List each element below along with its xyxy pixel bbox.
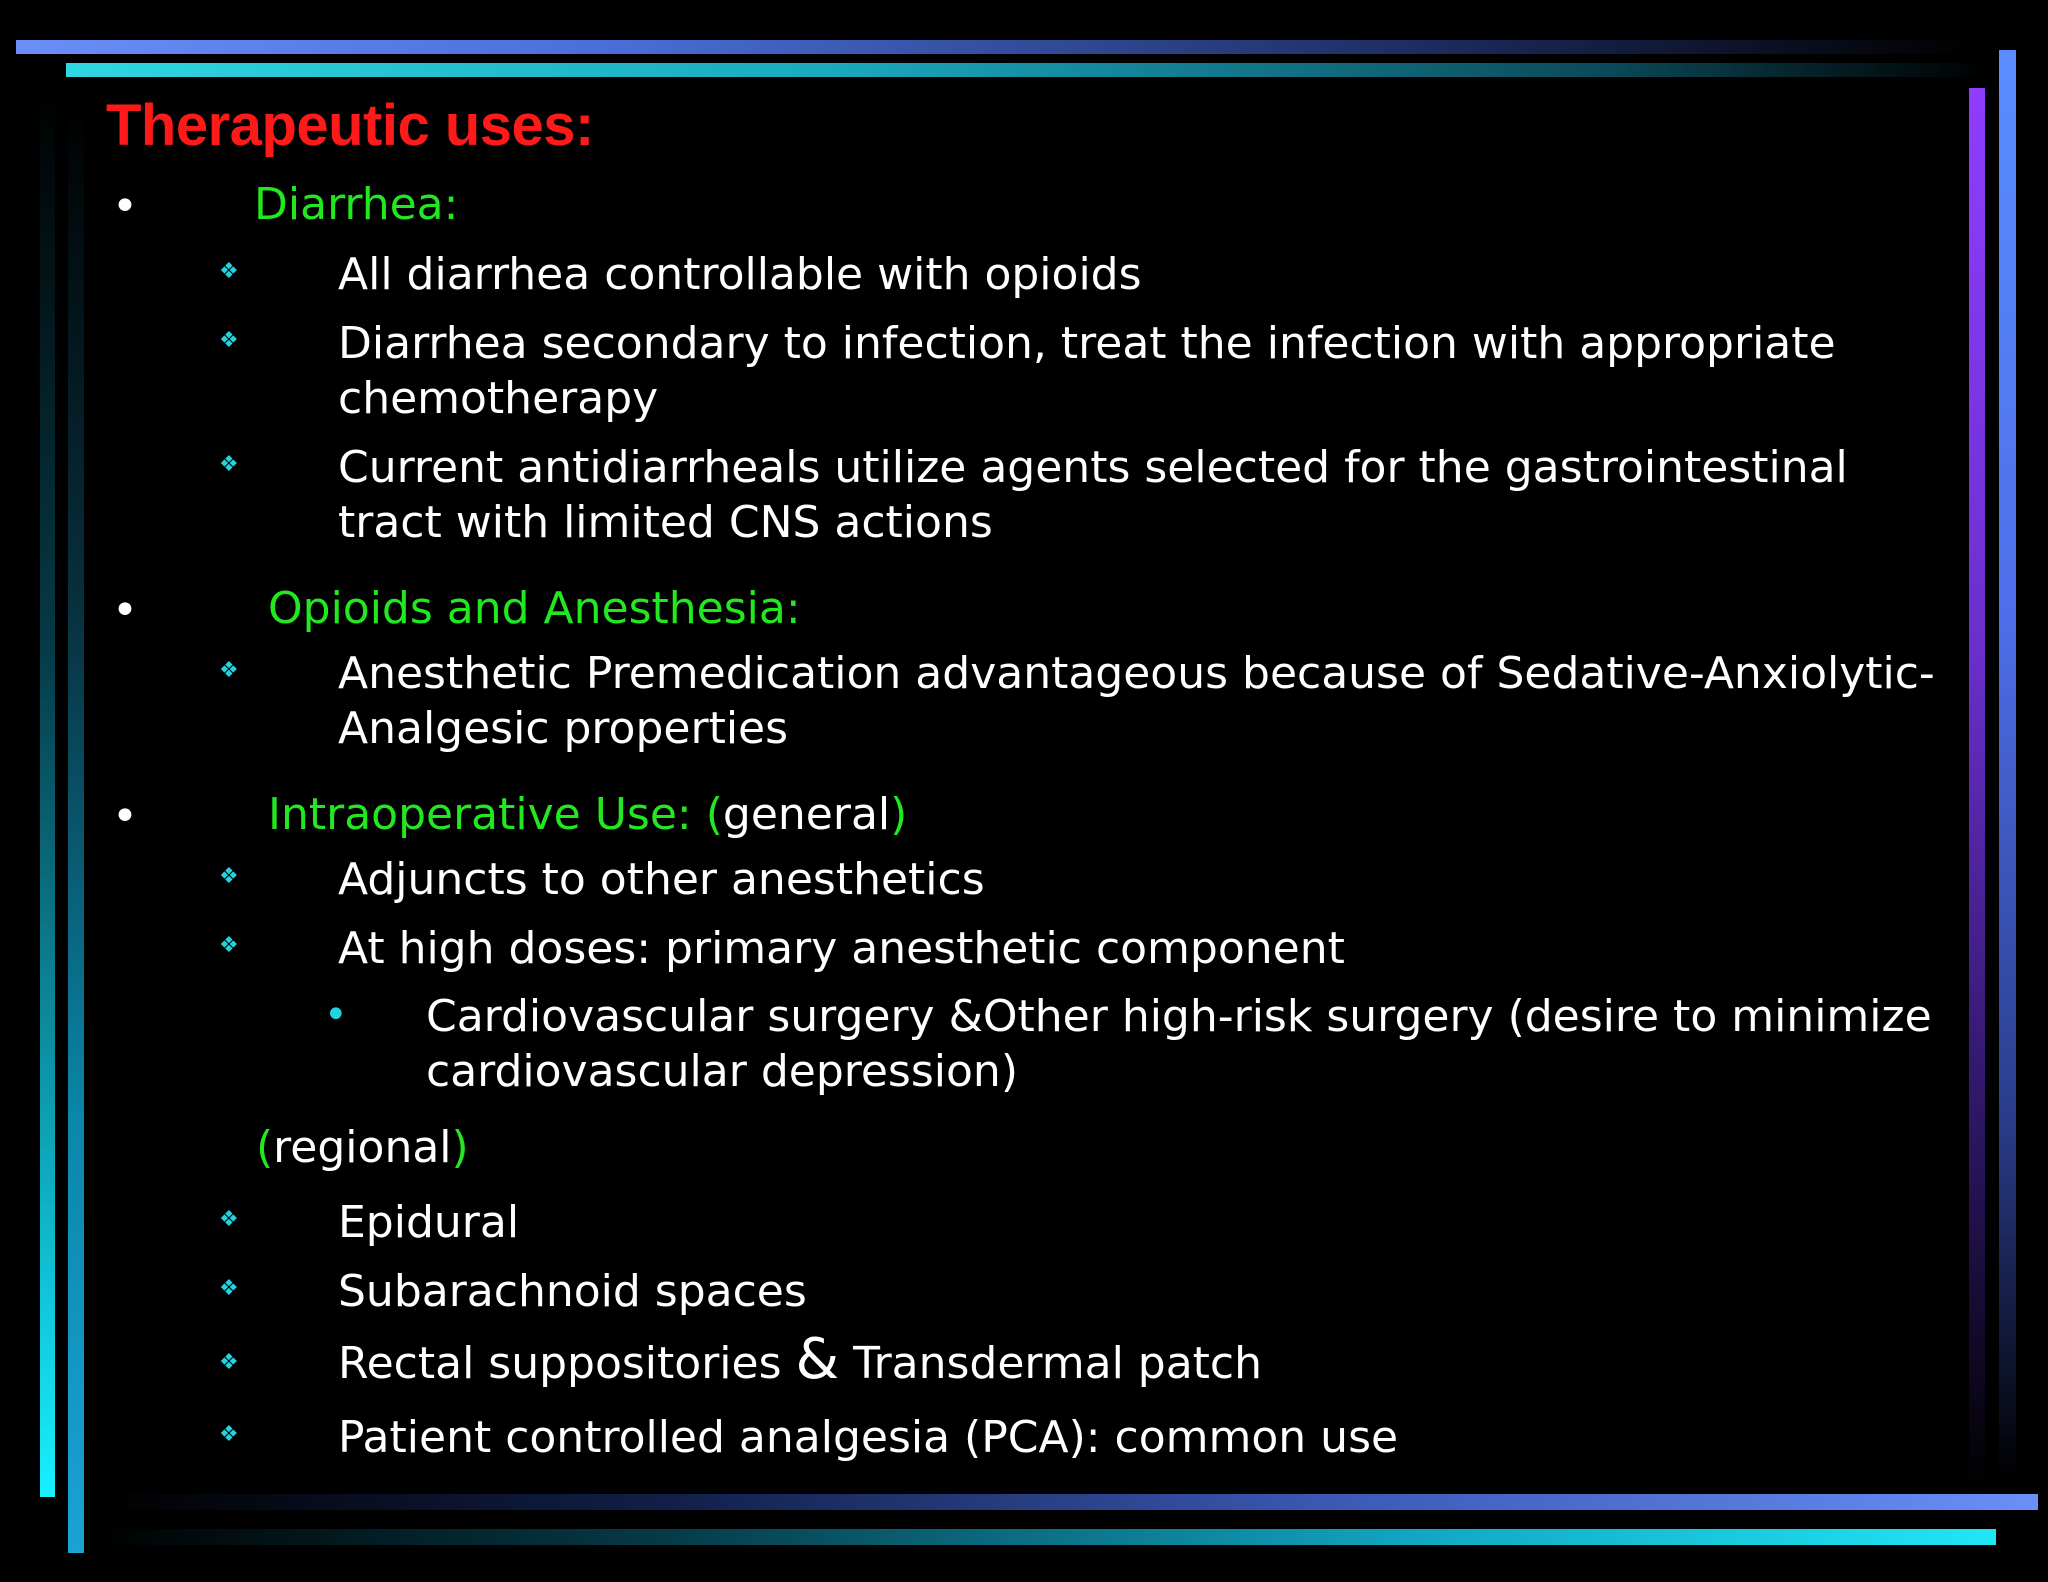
diamond-bullet-icon: ❖	[219, 452, 239, 477]
diamond-bullet-icon: ❖	[219, 933, 239, 958]
diamond-bullet-icon: ❖	[219, 1276, 239, 1301]
list-item: Diarrhea secondary to infection, treat the infection with appropriate chemotherapy	[338, 318, 1836, 424]
diamond-bullet-icon: ❖	[219, 1350, 239, 1375]
list-item: Patient controlled analgesia (PCA): common use	[338, 1412, 1399, 1463]
paren-open: (	[256, 1122, 274, 1173]
paren-close: )	[451, 1122, 469, 1173]
diamond-bullet-icon: ❖	[219, 864, 239, 889]
diamond-bullet-icon: ❖	[219, 259, 239, 284]
bullet-icon: •	[112, 181, 138, 232]
ampersand: &	[795, 1327, 840, 1392]
item-text-part2: Transdermal patch	[839, 1338, 1263, 1389]
heading-text: Intraoperative Use:	[268, 789, 706, 840]
list-item: All diarrhea controllable with opioids	[338, 249, 1142, 300]
paren-word-general: general	[722, 789, 891, 840]
slide-title: Therapeutic uses:	[106, 93, 594, 158]
section-heading-regional	[256, 1122, 469, 1173]
list-item: Subarachnoid spaces	[338, 1266, 807, 1317]
bullet-icon: •	[324, 992, 348, 1038]
diamond-bullet-icon: ❖	[219, 658, 239, 683]
section-heading-intraoperative	[268, 789, 908, 840]
list-item: Adjuncts to other anesthetics	[338, 854, 985, 905]
list-item: Current antidiarrheals utilize agents selected for the gastrointestinal tract with limited CNS actions	[338, 442, 1848, 548]
bullet-icon: •	[112, 791, 138, 842]
item-text-part1: Rectal suppositories	[338, 1338, 796, 1389]
diamond-bullet-icon: ❖	[219, 1422, 239, 1447]
section-heading-diarrhea: Diarrhea:	[254, 179, 459, 230]
sub-list-item: Cardiovascular surgery &Other high-risk surgery (desire to minimize cardiovascular depression)	[426, 991, 1932, 1097]
bullet-icon: •	[112, 585, 138, 636]
list-item	[338, 1327, 1958, 1392]
paren-open: (	[705, 789, 723, 840]
paren-close: )	[890, 789, 908, 840]
diamond-bullet-icon: ❖	[219, 328, 239, 353]
list-item: Epidural	[338, 1197, 520, 1248]
section-heading-opioids-anesthesia: Opioids and Anesthesia:	[268, 583, 801, 634]
paren-word-regional: regional	[273, 1122, 452, 1173]
list-item: At high doses: primary anesthetic component	[338, 923, 1345, 974]
list-item: Anesthetic Premedication advantageous because of Sedative-Anxiolytic-Analgesic properties	[338, 648, 1935, 754]
diamond-bullet-icon: ❖	[219, 1207, 239, 1232]
